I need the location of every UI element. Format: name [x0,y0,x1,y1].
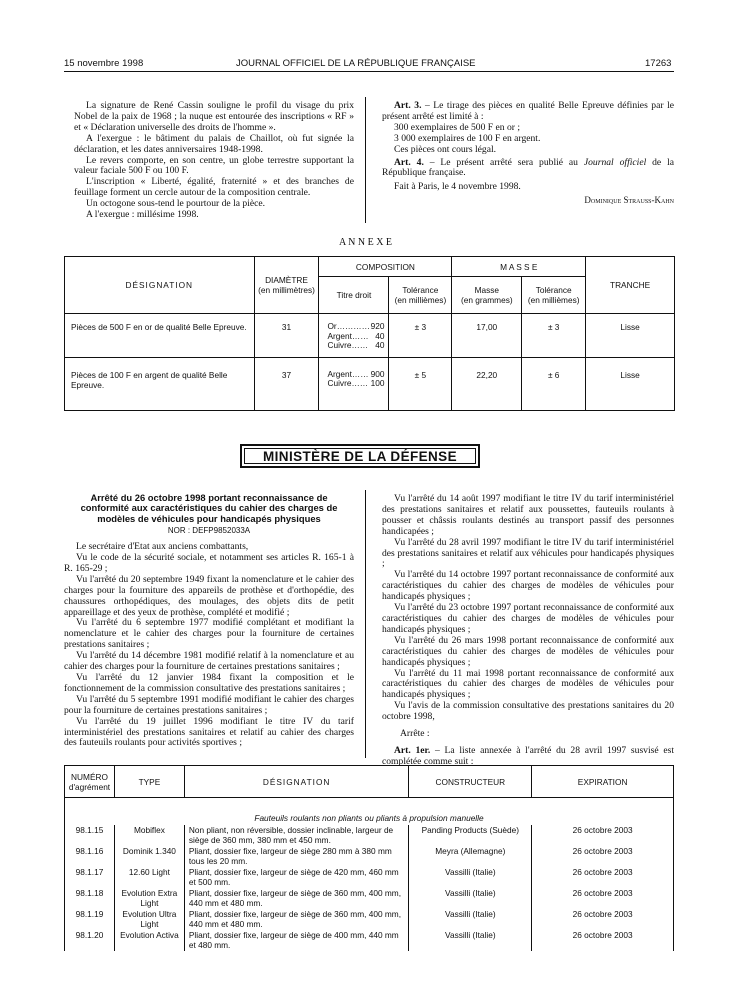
tranche-cell: Lisse [586,361,675,411]
journal-officiel: Journal officiel [583,156,647,168]
designation-cell: Pièces de 100 F en argent de qualité Belle Epreuve. [65,361,255,411]
paragraph: Vu l'arrêté du 19 juillet 1996 modifiant le titre IV du tarif interministériel des prestations sanitaires et relatif au cahier des charges des fauteuils roulants pour activités sportives ; [64,715,354,749]
art1-label: Art. 1er. [394,744,431,756]
col-numero: NUMÉRO d'agrément [65,766,115,798]
paragraph: A l'exergue : millésime 1998. [86,209,199,221]
masse-cell: 17,00 [452,314,522,361]
paragraph: Le revers comporte, en son centre, un globe terrestre supportant la valeur faciale 500 F ou 100 F. [74,154,354,177]
tolerance-cell: ± 5 [389,361,452,411]
paragraph: Vu l'arrêté du 12 janvier 1984 fixant la composition et le fonctionnement de la commission consultative des prestations sanitaires ; [64,672,354,694]
coin-description [74,101,354,221]
paragraph: La signature de René Cassin souligne le profil du visage du prix Nobel de la paix de 1968 ; la nuque est entourée des inscriptions « RF » et « Déclaration universelle des droits de l'homme ». [74,100,354,133]
col-designation: DÉSIGNATION [65,257,255,314]
articles-3-4: Art. 3. – Le tirage des pièces en qualité Belle Epreuve définies par le présent arrêté est limité à : 300 exemplaires de 500 F en or ; 3 000 exemplaires de 100 F en argent. Ces pièces ont cours légal. Art. 4. – Le présent arrêté sera publié au Journal officiel de la République française. Fait à Paris, le 4 novembre 1998. Dominique Strauss-Kahn [382,100,674,206]
paragraph: Vu l'arrêté du 26 mars 1998 portant reconnaissance de conformité aux caractéristiques du cahier des charges de modèles de véhicules pour handicapés physiques ; [382,634,674,668]
annex-table [64,256,675,411]
section-title: Fauteuils roulants non pliants ou pliants à propulsion manuelle [65,798,674,825]
tolerance-masse-cell: ± 3 [522,314,586,361]
table-row: 98.1.15 Mobiflex Non pliant, non réversible, dossier inclinable, largeur de siège de 360 mm, 380 mm et 450 mm. Panding Products (Suède) 26 octobre 2003 [65,825,674,846]
col-constructeur: CONSTRUCTEUR [409,766,532,798]
paragraph: Vu l'arrêté du 14 décembre 1981 modifié relatif à la nomenclature et au cahier des charges pour la fourniture de certaines prestations sanitaires ; [64,650,354,673]
paragraph: Vu l'arrêté du 6 septembre 1977 modifié complétant et modifiant la nomenclature et le cahier des charges pour la fourniture de certaines prestations sanitaires ; [64,617,354,651]
paragraph: Vu l'arrêté du 28 avril 1997 modifiant le titre IV du tarif interministériel des prestations sanitaires et relatif aux véhicules pour handicapés physiques ; [382,536,674,570]
paragraph: Vu l'arrêté du 11 mai 1998 portant reconnaissance de conformité aux caractéristiques du cahier des charges de modèles de véhicules pour handicapés physiques ; [382,667,674,701]
table-row: 98.1.20 Evolution Activa Pliant, dossier fixe, largeur de siège de 400 mm, 440 mm et 480 mm. Vassilli (Italie) 26 octobre 2003 [65,930,674,951]
table-row: 98.1.18 Evolution Extra Light Pliant, dossier fixe, largeur de siège de 360 mm, 400 mm, 440 mm et 480 mm. Vassilli (Italie) 26 octobre 2003 [65,888,674,909]
table-row: 98.1.19 Evolution Ultra Light Pliant, dossier fixe, largeur de siège de 360 mm, 400 mm, 440 mm et 480 mm. Vassilli (Italie) 26 octobre 2003 [65,909,674,930]
paragraph: Vu l'avis de la commission consultative des prestations sanitaires du 20 octobre 1998, [382,700,674,723]
col-tolerance: Tolérance (en millièmes) [389,277,452,314]
tranche-cell: Lisse [586,314,675,361]
diametre-cell: 37 [254,361,319,411]
col-diametre: DIAMÈTRE (en millimètres) [254,257,319,314]
diametre-cell: 31 [254,314,319,361]
tolerance-cell: ± 3 [389,314,452,361]
art3-label: Art. 3. [394,100,422,111]
masse-cell: 22,20 [452,361,522,411]
titre-cell: Or………… 920 Argent…… 40 Cuivre…… 40 [319,314,389,361]
col-masse-grammes: Masse (en grammes) [452,277,522,314]
paragraph: Un octogone sous-tend le pourtour de la pièce. [86,198,266,210]
col-titre-droit: Titre droit [319,277,389,314]
arrete-title: Arrêté du 26 octobre 1998 portant reconnaissance de conformité aux caractéristiques du cahier des charges de modèles de véhicules pour handicapés physiques [80,492,338,524]
arrete-right-column [382,494,674,768]
column-divider [365,97,366,223]
table-row: 98.1.16 Dominik 1.340 Pliant, dossier fixe, largeur de siège 280 mm à 380 mm tous les 20 mm. Meyra (Allemagne) 26 octobre 2003 [65,846,674,867]
paragraph: Vu le code de la sécurité sociale, et notamment ses articles R. 165-1 à R. 165-29 ; [64,552,354,574]
col-designation: DÉSIGNATION [184,766,409,798]
header-rule [64,71,674,72]
ministry-title: MINISTÈRE DE LA DÉFENSE [244,448,476,464]
annex-title: A N N E X E [338,237,393,248]
paragraph: L'inscription « Liberté, égalité, fraternité » et des branches de feuillage forment un cercle autour de la composition centrale. [74,176,354,199]
titre-cell: Argent…… 900 Cuivre…… 100 [319,361,389,411]
art3-text: – Le tirage des pièces en qualité Belle Epreuve définies par le présent arrêté est limité à : [382,100,674,122]
arrete-left-column [64,493,354,749]
paragraph: Vu l'arrêté du 23 octobre 1997 portant reconnaissance de conformité aux caractéristiques du cahier des charges de modèles de véhicules pour handicapés physiques ; [382,602,674,635]
paragraph: Le secrétaire d'Etat aux anciens combattants, [76,541,249,553]
ministry-box [240,444,480,468]
list-item: 3 000 exemplaires de 100 F en argent. [394,132,541,144]
paragraph: Vu l'arrêté du 14 octobre 1997 portant reconnaissance de conformité aux caractéristiques du cahier des charges de modèles de véhicules pour handicapés physiques ; [382,569,674,603]
table-row: 98.1.17 12.60 Light Pliant, dossier fixe, largeur de siège de 420 mm, 460 mm et 500 mm. Vassilli (Italie) 26 octobre 2003 [65,867,674,888]
paragraph: Vu l'arrêté du 20 septembre 1949 fixant la nomenclature et le cahier des charges pour la fourniture des appareils de prothèse et d'orthopédie, des chaussures orthopédiques, des moulages, des objets dits de petit appareillage et des yeux de prothèse, complété et modifié ; [64,573,354,618]
done-at: Fait à Paris, le 4 novembre 1998. [394,181,521,193]
header-journal-title: JOURNAL OFFICIEL DE LA RÉPUBLIQUE FRANÇAISE [236,58,476,69]
art1-text: – La liste annexée à l'arrêté du 28 avril 1997 susvisé est complétée comme suit : [382,744,674,767]
art4-label: Art. 4. [394,156,424,168]
signature: Dominique Strauss-Kahn [584,195,674,206]
col-type: TYPE [114,766,184,798]
column-divider [365,490,366,758]
nor-code: NOR : DEFP9852033A [167,526,251,536]
header-date: 15 novembre 1998 [64,58,144,69]
col-tolerance-masse: Tolérance (en millièmes) [522,277,586,314]
paragraph: A l'exergue : le bâtiment du palais de Chaillot, où fut signée la déclaration, et les dates anniversaires 1948-1998. [74,132,354,155]
agreements-table [64,765,674,951]
row-separator [64,357,675,358]
col-expiration: EXPIRATION [532,766,674,798]
paragraph: Vu l'arrêté du 14 août 1997 modifiant le titre IV du tarif interministériel des prestations sanitaires et relatif aux poussettes, fauteuils roulants à pousser et châssis roulants destinés au transport passif des personnes handicapées ; [382,493,674,537]
paragraph: Vu l'arrêté du 5 septembre 1991 modifié modifiant le cahier des charges pour la fourniture de certaines prestations sanitaires ; [64,693,354,716]
tolerance-masse-cell: ± 6 [522,361,586,411]
col-masse: M A S S E [452,257,586,277]
header-page-number: 17263 [645,58,672,69]
table-row [65,361,675,411]
list-item: 300 exemplaires de 500 F en or ; [394,121,521,133]
table-row [65,314,675,361]
list-item: Ces pièces ont cours légal. [394,143,497,155]
arrete-word: Arrête : [400,728,430,740]
designation-cell: Pièces de 500 F en or de qualité Belle Epreuve. [65,314,255,361]
col-tranche: TRANCHE [586,257,675,314]
col-composition: COMPOSITION [319,257,452,277]
